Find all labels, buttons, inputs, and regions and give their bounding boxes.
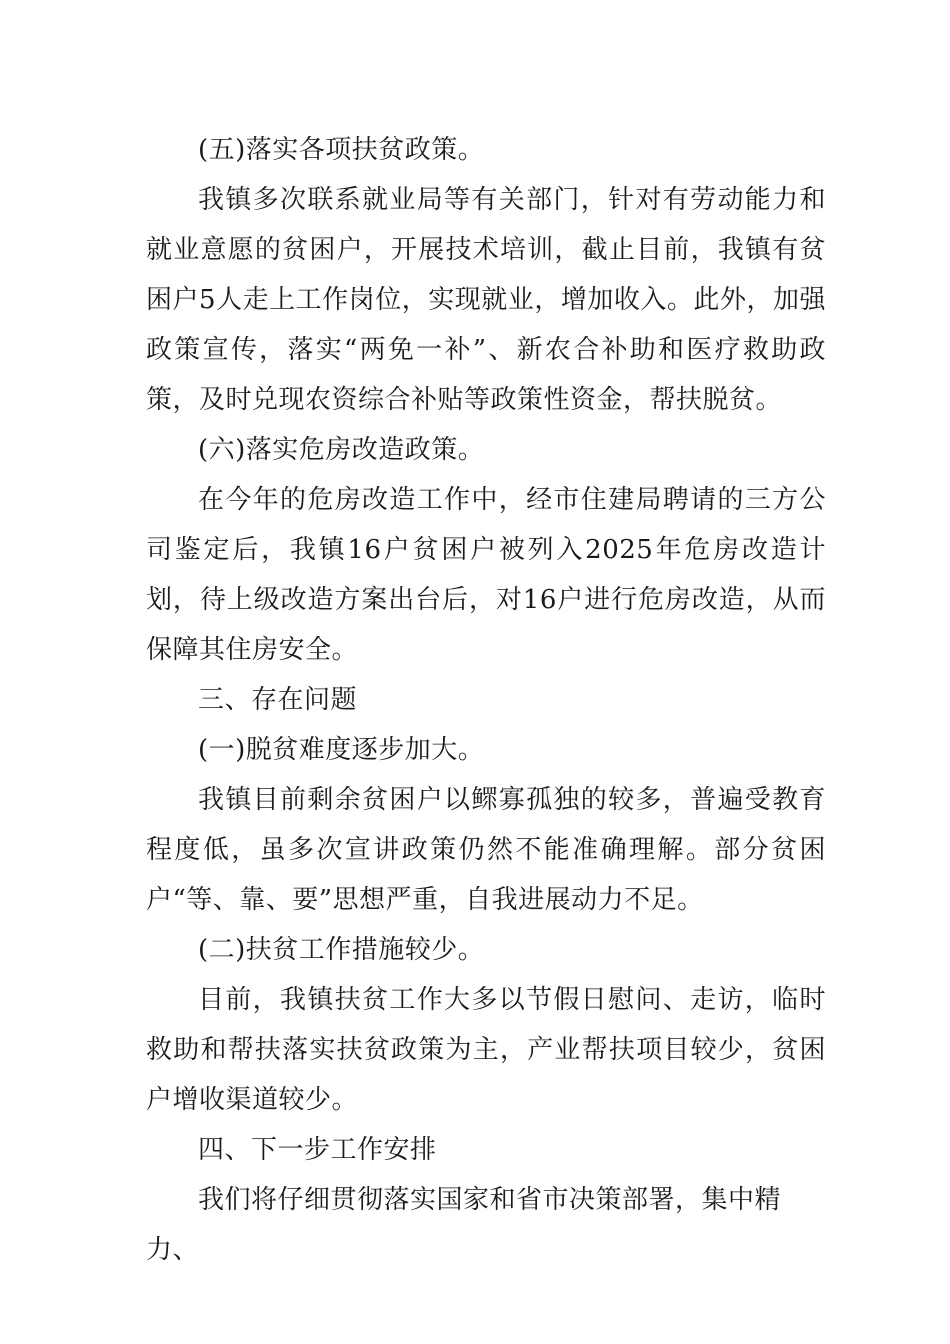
heading-difficulty-increasing: (一)脱贫难度逐步加大。 (198, 735, 485, 765)
document-body (146, 125, 826, 1275)
paragraph-employment-support: 我镇多次联系就业局等有关部门，针对有劳动能力和就业意愿的贫困户，开展技术培训，截止目前，我镇有贫困户5人走上工作岗位，实现就业，增加收入。此外，加强政策宣传，落实“两免一补”、新农合补助和医疗救助政策，及时兑现农资综合补贴等政策性资金，帮扶脱贫。 (146, 185, 826, 415)
paragraph-difficulty-increasing: 我镇目前剩余贫困户以鳏寡孤独的较多，普遍受教育程度低，虽多次宣讲政策仍然不能准确理解。部分贫困户“等、靠、要”思想严重，自我进展动力不足。 (146, 785, 826, 915)
heading-implement-policies: (五)落实各项扶贫政策。 (198, 135, 485, 165)
paragraph-next-steps: 我们将仔细贯彻落实国家和省市决策部署，集中精力、 (146, 1185, 782, 1265)
heading-housing-renovation: (六)落实危房改造政策。 (198, 435, 485, 465)
paragraph-housing-renovation: 在今年的危房改造工作中，经市住建局聘请的三方公司鉴定后，我镇16户贫困户被列入2025年危房改造计划，待上级改造方案出台后，对16户进行危房改造，从而保障其住房安全。 (146, 485, 826, 665)
paragraph-few-measures: 目前，我镇扶贫工作大多以节假日慰问、走访，临时救助和帮扶落实扶贫政策为主，产业帮扶项目较少，贫困户增收渠道较少。 (146, 985, 826, 1115)
section-heading-next-steps: 四、下一步工作安排 (198, 1135, 437, 1165)
heading-few-measures: (二)扶贫工作措施较少。 (198, 935, 485, 965)
section-heading-problems: 三、存在问题 (198, 685, 358, 715)
